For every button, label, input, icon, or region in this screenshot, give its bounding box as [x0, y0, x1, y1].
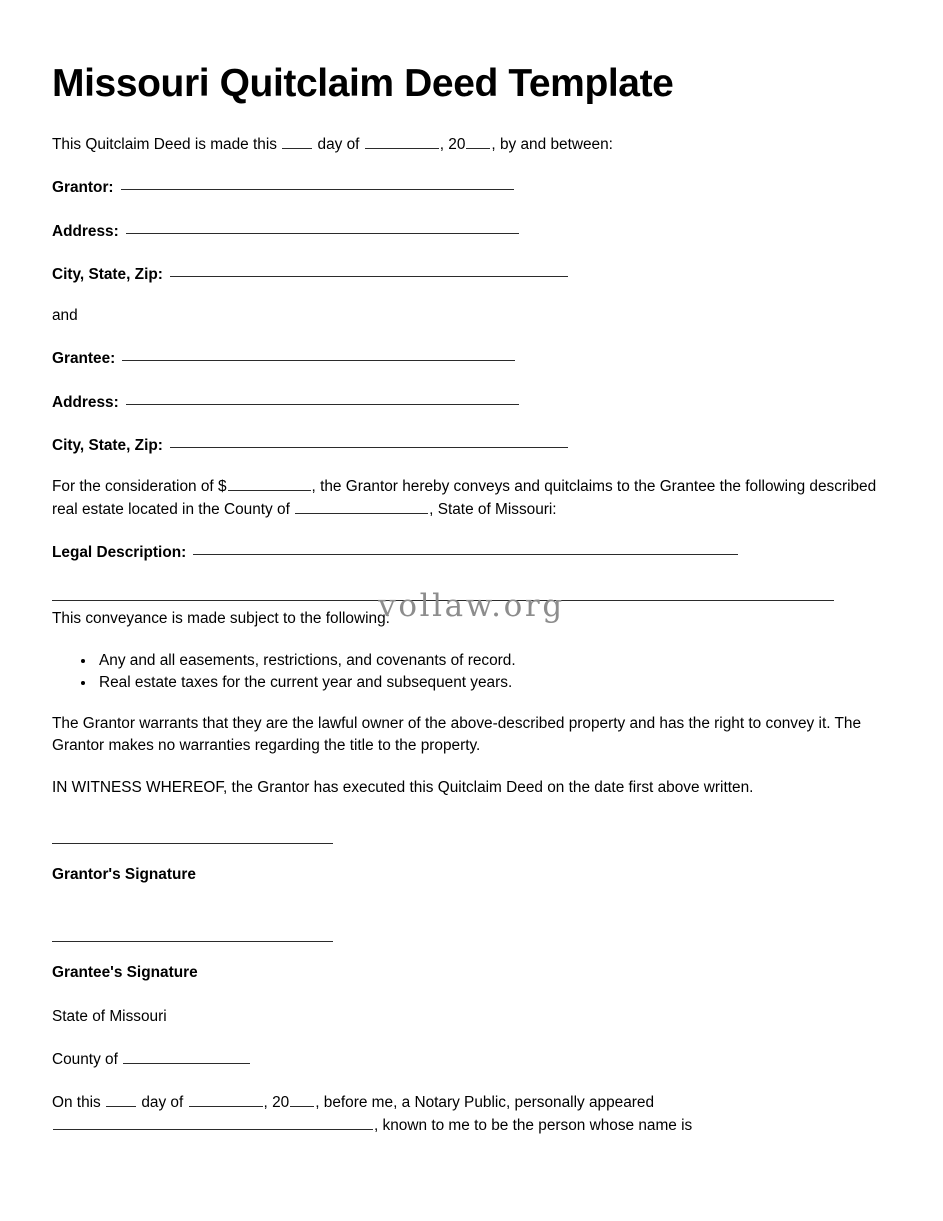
notary-day-of: day of: [141, 1094, 184, 1112]
grantee-signature-field[interactable]: [52, 941, 333, 942]
grantor-address-field[interactable]: [126, 233, 519, 234]
legal-description-field-continuation[interactable]: [52, 600, 834, 601]
conveyance-list: [52, 650, 891, 695]
list-item: • Real estate taxes for the current year and subsequent years.: [96, 672, 891, 694]
conveyance-heading: This conveyance is made subject to the following:: [52, 610, 390, 628]
grantee-name-field[interactable]: [122, 360, 515, 361]
grantee-address-label: Address:: [52, 393, 119, 411]
legal-description-field[interactable]: [193, 554, 738, 555]
legal-description-row: [52, 542, 891, 564]
grantor-name-row: [52, 177, 891, 199]
consideration-part3: , State of Missouri:: [429, 500, 557, 518]
grantee-citystatezip-row: [52, 435, 891, 457]
intro-after-day: day of: [317, 136, 360, 153]
grantee-signature-label: Grantee's Signature: [52, 964, 198, 982]
legal-description-label: Legal Description:: [52, 543, 187, 561]
intro-paragraph: [52, 134, 891, 156]
intro-after-month: , 20: [439, 136, 466, 153]
county-blank[interactable]: [295, 499, 428, 514]
notary-before-me: , before me, a Notary Public, personally appeared: [315, 1094, 655, 1112]
notary-year-blank[interactable]: [290, 1093, 314, 1108]
grantor-citystatezip-row: [52, 264, 891, 286]
notary-county-label: County of: [52, 1050, 118, 1068]
consideration-part2: , the Grantor hereby conveys and quitclaims to the Grantee the following described real estate located in the County of: [52, 478, 877, 518]
notary-on-this: On this: [52, 1094, 101, 1112]
page-title: Missouri Quitclaim Deed Template: [52, 62, 674, 105]
month-blank[interactable]: [365, 134, 439, 149]
witness-paragraph: IN WITNESS WHEREOF, the Grantor has executed this Quitclaim Deed on the date first above written.: [52, 778, 754, 796]
consideration-amount-blank[interactable]: [228, 477, 311, 492]
grantee-citystatezip-field[interactable]: [170, 447, 568, 448]
grantor-citystatezip-field[interactable]: [170, 276, 568, 277]
notary-day-blank[interactable]: [106, 1093, 136, 1108]
grantor-signature-field[interactable]: [52, 843, 333, 844]
grantor-address-row: [52, 221, 891, 243]
grantor-name-label: Grantor:: [52, 179, 114, 197]
notary-acknowledgment: [52, 1092, 891, 1137]
notary-month-blank[interactable]: [189, 1093, 263, 1108]
notary-person-name-blank[interactable]: [53, 1115, 373, 1130]
warranty-paragraph: The Grantor warrants that they are the lawful owner of the above-described property and has the right to convey it. The Grantor makes no warranties regarding the title to the property.: [52, 715, 862, 755]
grantee-name-label: Grantee:: [52, 350, 116, 368]
intro-after-year: , by and between:: [491, 136, 613, 153]
grantee-address-row: [52, 392, 891, 414]
grantor-citystatezip-label: City, State, Zip:: [52, 265, 163, 283]
grantee-address-field[interactable]: [126, 404, 519, 405]
consideration-paragraph: [52, 476, 891, 521]
notary-county-blank[interactable]: [123, 1049, 250, 1064]
consideration-part1: For the consideration of $: [52, 478, 227, 496]
notary-county-line: [52, 1049, 891, 1071]
grantee-name-row: [52, 348, 891, 370]
intro-before-day: This Quitclaim Deed is made this: [52, 136, 277, 153]
grantor-signature-label: Grantor's Signature: [52, 866, 196, 884]
notary-state-line: State of Missouri: [52, 1007, 167, 1025]
grantor-name-field[interactable]: [121, 189, 514, 190]
notary-known-to-me: , known to me to be the person whose name is: [374, 1116, 693, 1134]
day-blank[interactable]: [282, 134, 312, 149]
notary-year-prefix: , 20: [263, 1094, 290, 1112]
grantor-address-label: Address:: [52, 222, 119, 240]
watermark-vollaw: vollaw.org: [378, 588, 565, 624]
conjunction-and: and: [52, 307, 78, 325]
year-blank[interactable]: [466, 134, 490, 149]
list-item: • Any and all easements, restrictions, and covenants of record.: [96, 650, 891, 672]
grantee-citystatezip-label: City, State, Zip:: [52, 437, 163, 455]
